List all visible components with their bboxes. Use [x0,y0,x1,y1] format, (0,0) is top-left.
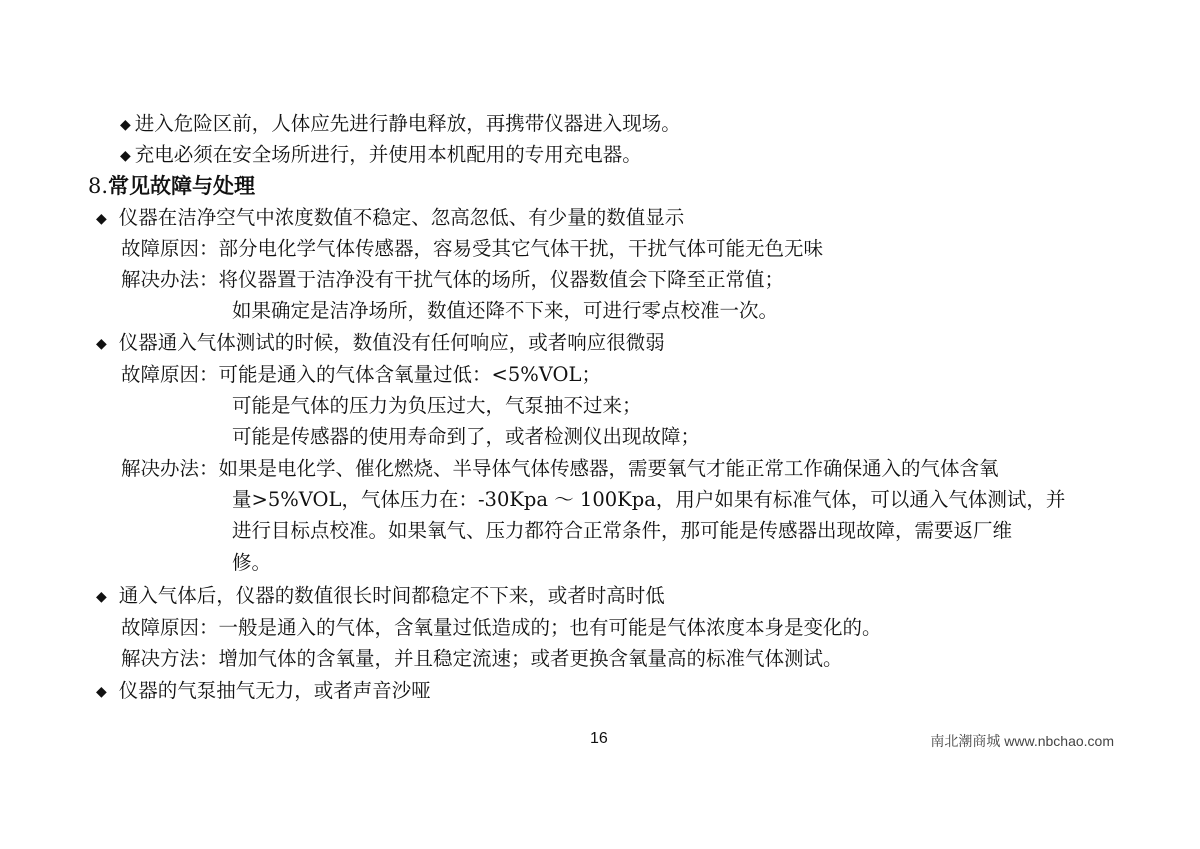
fault-symptom: ◆ 仪器在洁净空气中浓度数值不稳定、忽高忽低、有少量的数值显示 [96,206,685,229]
fault-solution-continued: 修。 [232,551,272,574]
diamond-bullet-icon: ◆ [96,336,107,352]
fault-symptom: ◆ 仪器的气泵抽气无力，或者声音沙哑 [96,679,431,702]
fault-cause: 故障原因：部分电化学气体传感器，容易受其它气体干扰，干扰气体可能无色无味 [121,237,824,260]
diamond-bullet-icon: ◆ [120,148,131,164]
fault-symptom: ◆ 通入气体后，仪器的数值很长时间都稳定不下来，或者时高时低 [96,584,665,607]
diamond-bullet-icon: ◆ [96,684,107,700]
fault-cause-continued: 可能是传感器的使用寿命到了，或者检测仪出现故障； [232,425,701,448]
fault-cause: 故障原因：可能是通入的气体含氧量过低：<5%VOL； [121,363,601,386]
fault-solution-continued: 量>5%VOL，气体压力在：-30Kpa ～ 100Kpa，用户如果有标准气体，可以通入气体测试，并 [232,488,1066,511]
diamond-bullet-icon: ◆ [96,211,107,227]
section-number: 8. [88,174,109,198]
fault-solution-continued: 进行目标点校准。如果氧气、压力都符合正常条件，那可能是传感器出现故障，需要返厂维 [232,519,1013,542]
fault-cause-continued: 可能是气体的压力为负压过大，气泵抽不过来； [232,394,642,417]
solution-label: 解决办法： [121,457,219,480]
section-heading [88,173,255,199]
diamond-bullet-icon: ◆ [120,117,131,133]
diamond-bullet-icon: ◆ [96,589,107,605]
page-number: 16 [590,730,608,747]
prelude-item: ◆ 充电必须在安全场所进行，并使用本机配用的专用充电器。 [120,143,642,166]
cause-label: 故障原因： [121,237,219,260]
section-title: 常见故障与处理 [108,173,256,198]
cause-label: 故障原因： [121,363,219,386]
fault-cause: 故障原因：一般是通入的气体，含氧量过低造成的；也有可能是气体浓度本身是变化的。 [121,616,882,639]
cause-label: 故障原因： [121,616,219,639]
fault-solution: 解决办法：如果是电化学、催化燃烧、半导体气体传感器，需要氧气才能正常工作确保通入的气体含氧 [121,457,999,480]
solution-label: 解决方法： [121,647,219,670]
prelude-item: ◆ 进入危险区前，人体应先进行静电释放，再携带仪器进入现场。 [120,112,681,135]
fault-solution-continued: 如果确定是洁净场所，数值还降不下来，可进行零点校准一次。 [232,299,779,322]
fault-symptom: ◆ 仪器通入气体测试的时候，数值没有任何响应，或者响应很微弱 [96,331,665,354]
fault-solution: 解决方法：增加气体的含氧量，并且稳定流速；或者更换含氧量高的标准气体测试。 [121,647,843,670]
solution-label: 解决办法： [121,268,219,291]
footer-brand: 南北潮商城 www.nbchao.com [930,733,1114,749]
fault-solution: 解决办法：将仪器置于洁净没有干扰气体的场所，仪器数值会下降至正常值； [121,268,785,291]
